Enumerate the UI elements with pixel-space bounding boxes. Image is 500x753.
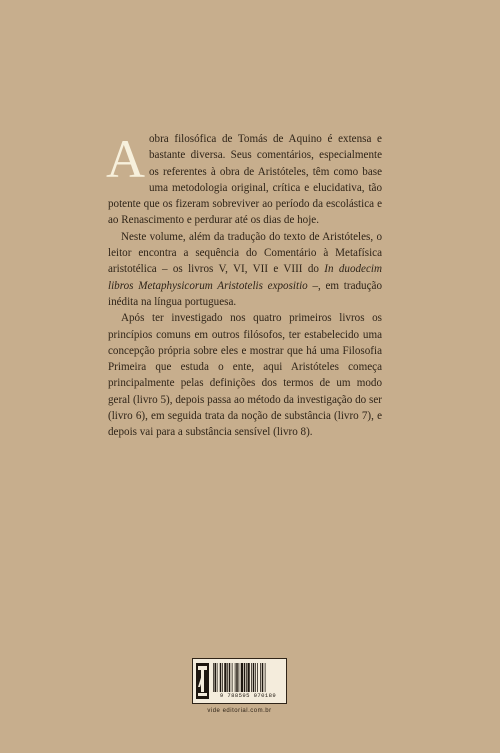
barcode-bar xyxy=(251,663,252,692)
back-cover-text xyxy=(108,131,382,441)
paragraph-3-text: Após ter investigado nos quatro primeiros livros os princípios comuns em outros filósofos, ter estabelecido uma concepção própria sobre eles e mostrar que há uma Filosofia Primeira que estuda o ente, aqui Aristóteles começa principalmente pelas definições dos termos de um modo geral (livro 5), depois passa ao método da investigação do ser (livro 6), em seguida trata da noção de substância (livro 7), e depois vai para a substância sensível (livro 8). xyxy=(108,312,382,439)
barcode-bar xyxy=(253,663,255,692)
barcode-bar xyxy=(236,663,238,692)
barcode-icon xyxy=(213,663,283,692)
barcode-bar xyxy=(217,663,218,692)
barcode-bar xyxy=(262,663,264,692)
barcode-bar xyxy=(260,663,261,692)
barcode-box xyxy=(192,658,287,704)
barcode-bar xyxy=(241,663,243,692)
barcode-bar xyxy=(222,663,223,692)
paragraph-2 xyxy=(108,229,382,310)
paragraph-1-text: obra filosófica de Tomás de Aquino é extensa e bastante diversa. Seus comentários, especialmente os referentes à obra de Aristóteles, têm como base uma metodologia original, crítica e elucidativa, tão potente que os fizeram sobreviver ao período da escolástica e ao Renascimento e perdurar até os dias de hoje. xyxy=(108,133,382,227)
publisher-logo-icon xyxy=(196,663,209,699)
barcode-bar xyxy=(220,663,222,692)
barcode-bar xyxy=(213,663,214,692)
paragraph-3 xyxy=(108,310,382,440)
barcode-bar xyxy=(224,663,226,692)
paragraph-2-text-a: Neste volume, além da tradução do texto de Aristóteles, o leitor encontra a sequência do Comentário à Metafísica aristotélica – os livros V, VI, VII e VIII do xyxy=(108,230,382,276)
barcode-bar xyxy=(246,663,247,692)
barcode-bar xyxy=(215,663,217,692)
isbn-number: 9 788595 070189 xyxy=(219,692,277,699)
barcode-bar xyxy=(239,663,240,692)
latin-title: In duodecim libros Metaphysicorum Aristotelis expositio xyxy=(108,263,382,292)
barcode-bar xyxy=(257,663,258,692)
barcode-bar xyxy=(255,663,256,692)
publisher-url: vide editorial.com.br xyxy=(207,708,272,714)
paragraph-2-text-b: –, em tradução inédita na língua portuguesa. xyxy=(108,279,382,308)
barcode-bar xyxy=(248,663,250,692)
barcode-bar xyxy=(229,663,231,692)
barcode-bar xyxy=(227,663,228,692)
drop-cap: A xyxy=(106,129,145,189)
barcode-bar xyxy=(232,663,233,692)
barcode-bar xyxy=(235,663,236,692)
barcode-bar xyxy=(244,663,246,692)
paragraph-1 xyxy=(108,131,382,229)
barcode-bar xyxy=(265,663,266,692)
